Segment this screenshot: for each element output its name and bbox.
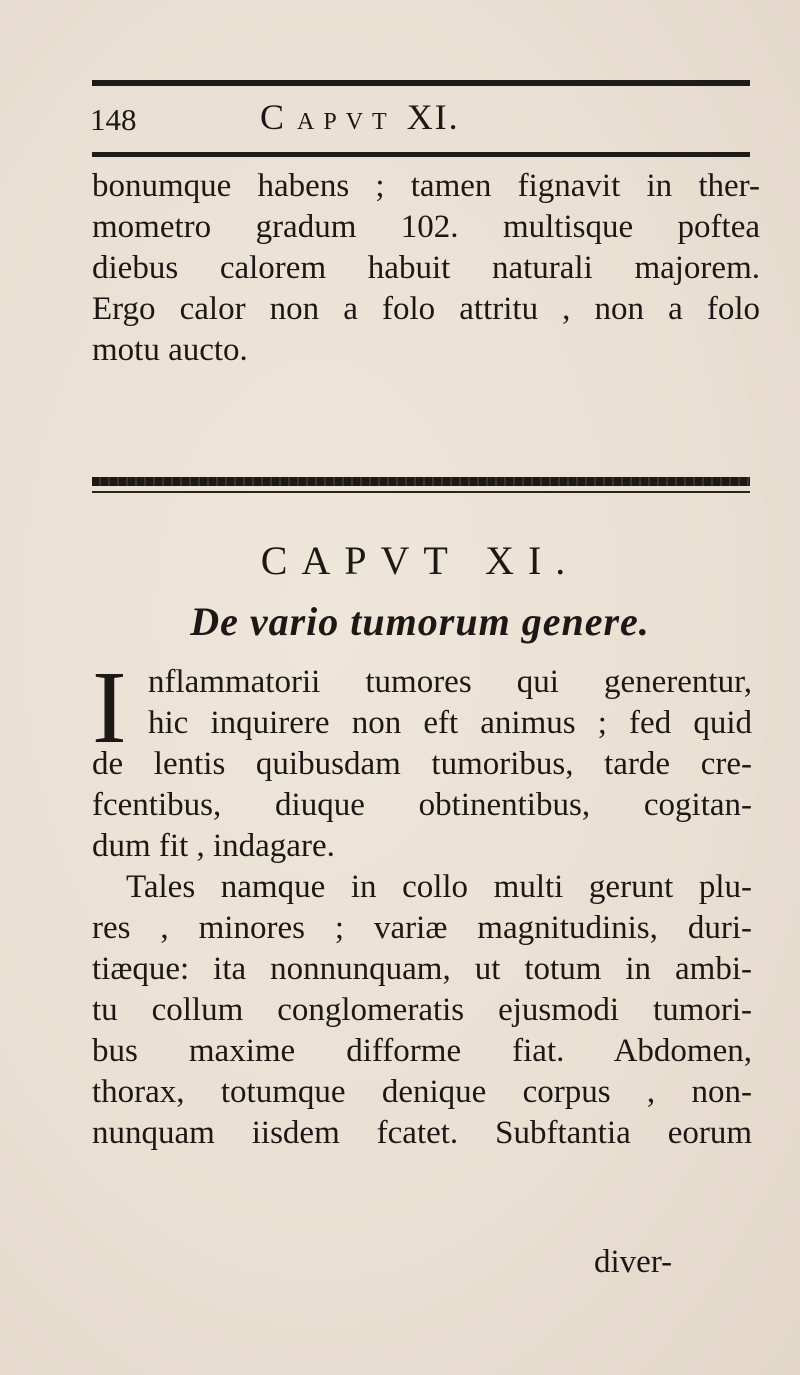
text-line: nflammatorii tumores qui generentur, <box>148 664 752 700</box>
text-line: tiæque: ita nonnunquam, ut totum in ambi- <box>92 951 752 987</box>
text-line: res , minores ; variæ magnitudinis, duri- <box>92 910 752 946</box>
running-title-numeral: XI. <box>406 97 460 137</box>
running-head <box>90 96 750 146</box>
text-line: hic inquirere non eft animus ; fed quid <box>148 705 752 741</box>
text-line: de lentis quibusdam tumoribus, tarde cre- <box>92 746 752 782</box>
text-line: motu aucto. <box>92 332 248 368</box>
text-line: fcentibus, diuque obtinentibus, cogitan- <box>92 787 752 823</box>
head-rule <box>92 152 750 157</box>
ornamental-rule-under <box>92 491 750 493</box>
text-line: dum fit , indagare. <box>92 828 335 864</box>
text-line: thorax, totumque denique corpus , non- <box>92 1074 752 1110</box>
continuation-text <box>92 166 760 371</box>
top-rule <box>92 80 750 86</box>
chapter-heading: CAPVT XI. <box>260 538 580 583</box>
chapter-subtitle: De vario tumorum genere. <box>190 599 650 644</box>
running-title-rest: APVT <box>297 109 396 135</box>
running-title <box>260 96 460 138</box>
chapter-body <box>92 662 752 1154</box>
text-line: Ergo calor non a folo attritu , non a folo <box>92 291 760 327</box>
text-line: mometro gradum 102. multisque poftea <box>92 209 760 245</box>
text-line: nunquam iisdem fcatet. Subftantia eorum <box>92 1115 752 1151</box>
page-number: 148 <box>90 102 137 137</box>
running-title-initial: C <box>260 97 287 137</box>
text-line: bonumque habens ; tamen fignavit in ther- <box>92 168 760 204</box>
text-line: tu collum conglomeratis ejusmodi tumori- <box>92 992 752 1028</box>
drop-cap: I <box>92 650 127 765</box>
catchword: diver- <box>594 1244 673 1280</box>
text-line: bus maxime difforme fiat. Abdomen, <box>92 1033 752 1069</box>
ornamental-rule <box>92 477 750 486</box>
text-line: diebus calorem habuit naturali majorem. <box>92 250 760 286</box>
text-line: Tales namque in collo multi gerunt plu- <box>126 869 752 905</box>
